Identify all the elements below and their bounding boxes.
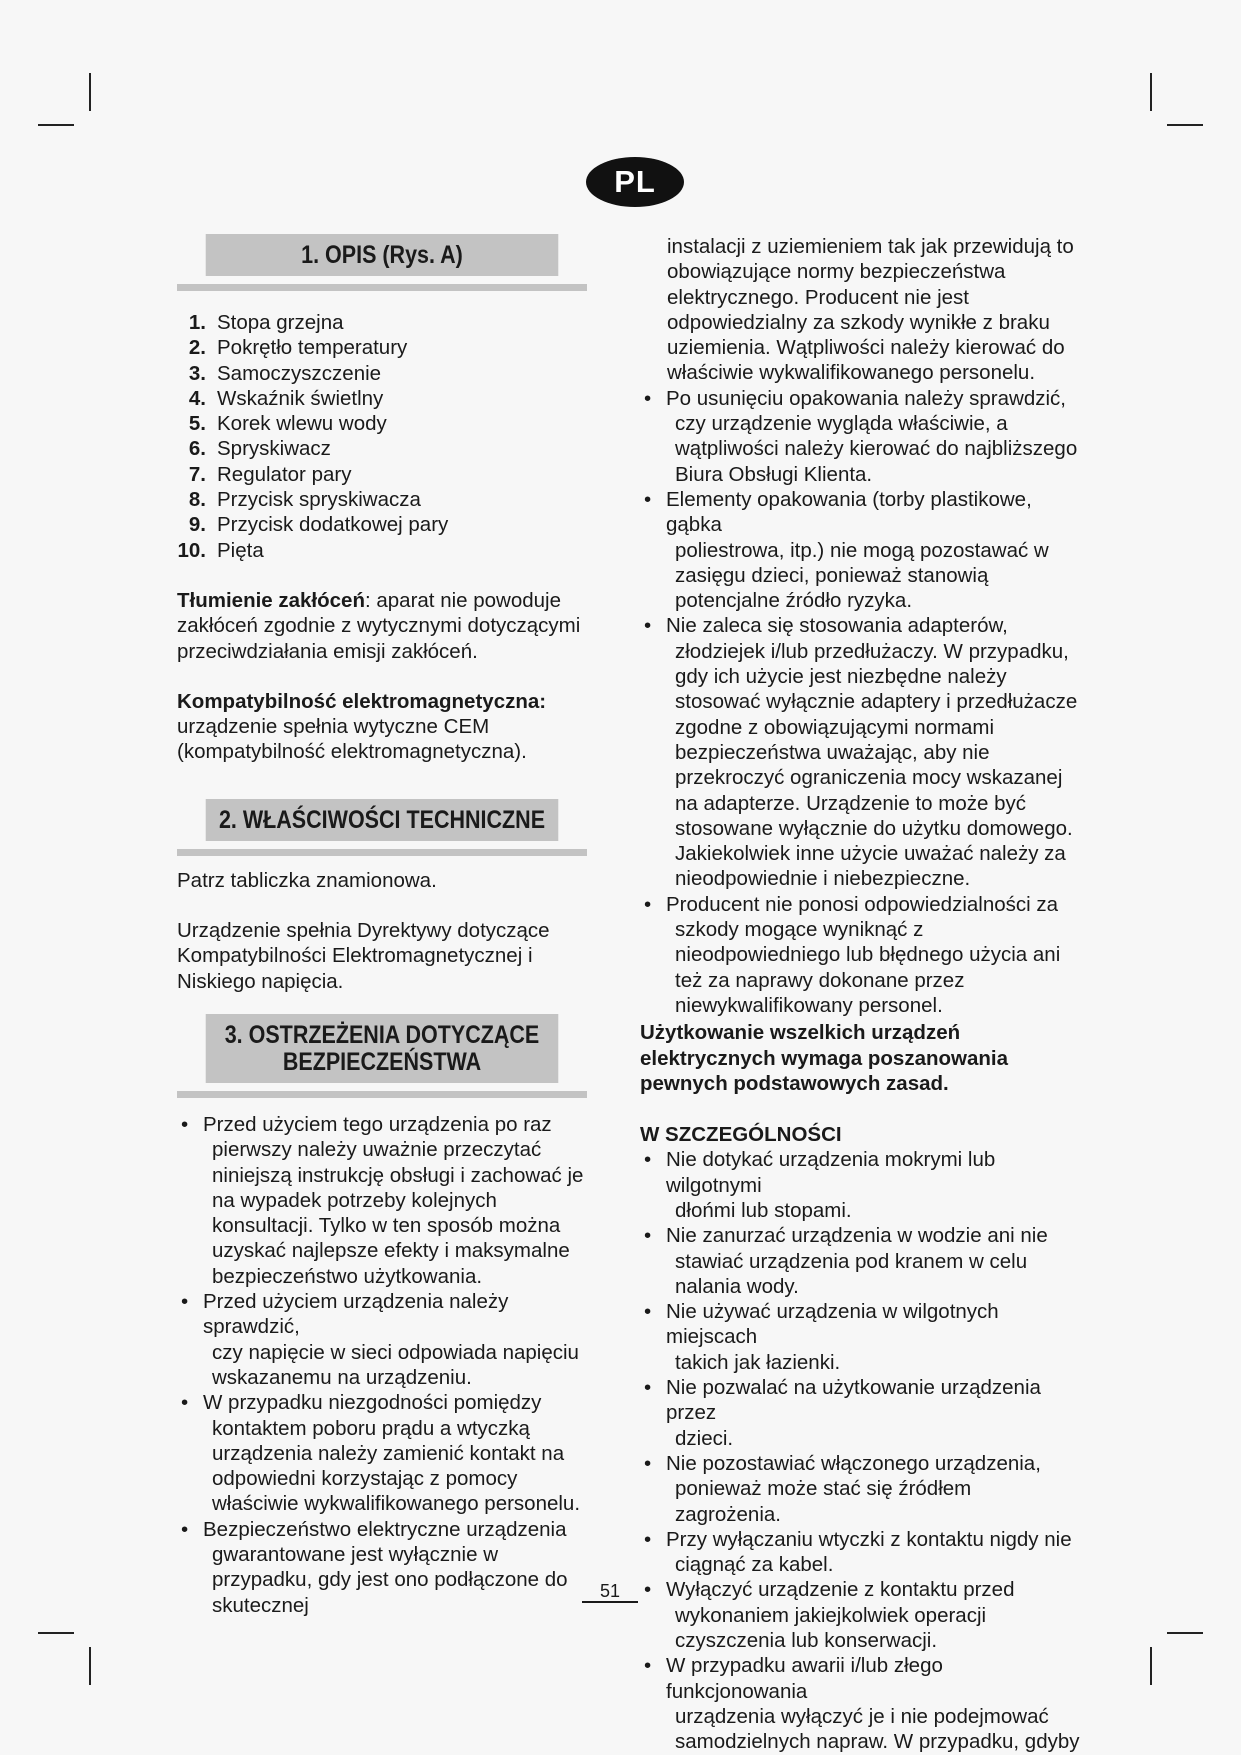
list-item: • W przypadku niezgodności pomiędzy kontaktem poboru prądu a wtyczką urządzenia należy zamienić kontakt na odpowiedni korzystając z pomocy właściwie wykwalifikowanego personelu. <box>177 1390 587 1516</box>
section-divider <box>177 284 587 291</box>
list-item: 7. Regulator pary <box>188 462 352 486</box>
list-item: • Nie zaleca się stosowania adapterów, złodziejek i/lub przedłużaczy. W przypadku, gdy ich użycie jest niezbędne należy stosować wyłącznie adaptery i przedłużacze zgodne z obowiązującymi normami bezpieczeństwa uważając, aby nie przekroczyć ograniczenia mocy wskazanej na adapterze. Urządzenie to może być stosowane wyłącznie do użytku domowego. Jakiekolwiek inne użycie uważać należy za nieodpowiednie i niebezpieczne. <box>640 613 1080 891</box>
directives-text: Urządzenie spełnia Dyrektywy dotyczące Kompatybilności Elektromagnetycznej i Niskiego napięcia. <box>177 919 550 993</box>
section-2-heading: 2. WŁAŚCIWOŚCI TECHNICZNE <box>206 799 559 841</box>
list-item: • Przy wyłączaniu wtyczki z kontaktu nigdy nie ciągnąć za kabel. <box>640 1527 1080 1578</box>
emc-paragraph <box>177 689 587 765</box>
crop-mark <box>38 1632 74 1634</box>
list-item: • Nie pozostawiać włączonego urządzenia, ponieważ może stać się źródłem zagrożenia. <box>640 1451 1080 1527</box>
list-item: • Przed użyciem tego urządzenia po raz pierwszy należy uważnie przeczytać niniejszą instrukcję obsługi i zachować je na wypadek potrzeby kolejnych konsultacji. Tylko w ten sposób można uzyskać najlepsze efekty i maksymalne bezpieczeństwo użytkowania. <box>177 1112 587 1289</box>
crop-mark <box>1150 73 1152 111</box>
list-item: • Przed użyciem urządzenia należy sprawdzić, czy napięcie w sieci odpowiada napięciu wskazanemu na urządzeniu. <box>177 1289 587 1390</box>
list-item: • Nie zanurzać urządzenia w wodzie ani nie stawiać urządzenia pod kranem w celu nalania wody. <box>640 1223 1080 1299</box>
section-1-heading: 1. OPIS (Rys. A) <box>206 234 559 276</box>
noise-text: : aparat nie powoduje zakłóceń zgodnie z wytycznymi dotyczącymi przeciwdziałania emisji zakłóceń. <box>177 588 581 663</box>
emc-label: Kompatybilność elektromagnetyczna: <box>177 689 547 713</box>
grounding-continuation: instalacji z uziemieniem tak jak przewidują to obowiązujące normy bezpieczeństwa elektrycznego. Producent nie jest odpowiedzialny za szkody wynikłe z braku uziemienia. Wątpliwości należy kierować do właściwie wykwalifikowanego personelu. <box>667 235 1074 385</box>
safety-list-continued <box>640 386 1080 1018</box>
crop-mark <box>38 124 74 126</box>
list-item: 5. Korek wlewu wody <box>188 412 387 436</box>
noise-label: Tłumienie zakłóceń <box>177 588 365 612</box>
list-item: 3. Samoczyszczenie <box>188 361 382 385</box>
crop-mark <box>89 1647 91 1685</box>
section-divider <box>177 849 587 856</box>
special-list <box>640 1147 1080 1754</box>
list-item: • Bezpieczeństwo elektryczne urządzenia gwarantowane jest wyłącznie w przypadku, gdy jest ono podłączone do skutecznej <box>177 1517 587 1618</box>
section-divider <box>177 1091 587 1098</box>
crop-mark <box>89 73 91 111</box>
safety-list <box>177 1112 587 1618</box>
emc-text: urządzenie spełnia wytyczne CEM (kompatybilność elektromagnetyczna). <box>177 715 527 764</box>
right-column <box>640 234 1080 1755</box>
list-item: • Producent nie ponosi odpowiedzialności za szkody mogące wyniknąć z nieodpowiedniego lub błędnego użycia ani też za naprawy dokonane przez niewykwalifikowany personel. <box>640 892 1080 1018</box>
crop-mark <box>1167 1632 1203 1634</box>
list-item: • Nie pozwalać na użytkowanie urządzenia przez dzieci. <box>640 1375 1080 1451</box>
section-3-heading: 3. OSTRZEŻENIA DOTYCZĄCE BEZPIECZEŃSTWA <box>206 1014 559 1083</box>
basic-rules-text: Użytkowanie wszelkich urządzeń elektrycznych wymaga poszanowania pewnych podstawowych zasad. <box>640 1021 1008 1095</box>
list-item: • Elementy opakowania (torby plastikowe, gąbka poliestrowa, itp.) nie mogą pozostawać w zasięgu dzieci, ponieważ stanowią potencjalne źródło ryzyka. <box>640 487 1080 613</box>
language-badge: PL <box>586 157 684 207</box>
special-heading: W SZCZEGÓLNOŚCI <box>640 1123 842 1147</box>
list-item: 6. Spryskiwacz <box>188 437 331 461</box>
list-item: 9. Przycisk dodatkowej pary <box>188 513 449 537</box>
list-item: • W przypadku awarii i/lub złego funkcjonowania urządzenia wyłączyć je i nie podejmować samodzielnych napraw. W przypadku, gdyby <box>640 1653 1080 1754</box>
noise-paragraph <box>177 588 587 664</box>
crop-mark <box>1167 124 1203 126</box>
rating-plate-text: Patrz tabliczka znamionowa. <box>177 868 437 892</box>
list-item: 8. Przycisk spryskiwacza <box>188 488 421 512</box>
list-item: 4. Wskaźnik świetlny <box>188 386 384 410</box>
left-column <box>177 234 587 1618</box>
list-item: • Wyłączyć urządzenie z kontaktu przed wykonaniem jakiejkolwiek operacji czyszczenia lub konserwacji. <box>640 1577 1080 1653</box>
list-item: 2. Pokrętło temperatury <box>188 336 408 360</box>
list-item: • Nie dotykać urządzenia mokrymi lub wilgotnymi dłońmi lub stopami. <box>640 1147 1080 1223</box>
page-number: 51 <box>582 1581 638 1603</box>
parts-list <box>177 310 587 563</box>
list-item: 10. Pięta <box>177 538 264 562</box>
list-item: • Nie używać urządzenia w wilgotnych miejscach takich jak łazienki. <box>640 1299 1080 1375</box>
crop-mark <box>1150 1647 1152 1685</box>
list-item: • Po usunięciu opakowania należy sprawdzić, czy urządzenie wygląda właściwie, a wątpliwości należy kierować do najbliższego Biura Obsługi Klienta. <box>640 386 1080 487</box>
list-item: 1. Stopa grzejna <box>188 311 344 334</box>
